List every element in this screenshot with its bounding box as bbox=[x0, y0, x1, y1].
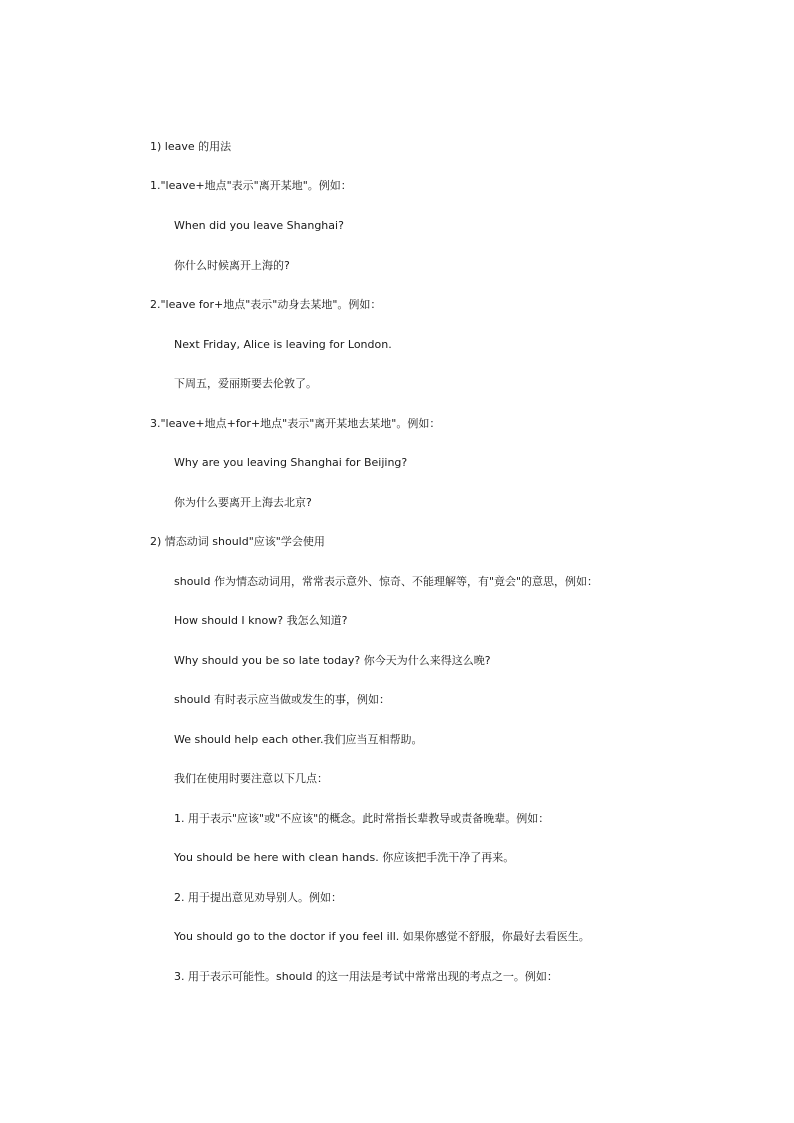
example-chinese: 你什么时候离开上海的? bbox=[174, 259, 290, 272]
rule-1-leave-place: 1."leave+地点"表示"离开某地"。例如： bbox=[150, 179, 352, 192]
example-sentence: You should be here with clean hands. 你应该把手洗干净了再来。 bbox=[174, 851, 515, 864]
example-sentence: You should go to the doctor if you feel ill. 如果你感觉不舒服，你最好去看医生。 bbox=[174, 930, 590, 943]
example-chinese: 下周五，爱丽斯要去伦敦了。 bbox=[174, 377, 317, 390]
rule-2-leave-for-place: 2."leave for+地点"表示"动身去某地"。例如： bbox=[150, 298, 382, 311]
note-point-1: 1. 用于表示"应该"或"不应该"的概念。此时常指长辈教导或责备晚辈。例如： bbox=[174, 812, 550, 825]
section-heading-leave: 1) leave 的用法 bbox=[150, 140, 232, 153]
example-sentence: We should help each other.我们应当互相帮助。 bbox=[174, 733, 423, 746]
example-english: Why are you leaving Shanghai for Beijing? bbox=[174, 456, 408, 469]
rule-3-leave-place-for-place: 3."leave+地点+for+地点"表示"离开某地去某地"。例如： bbox=[150, 417, 441, 430]
note-point-2: 2. 用于提出意见劝导别人。例如： bbox=[174, 891, 342, 904]
paragraph-notes-intro: 我们在使用时要注意以下几点： bbox=[174, 772, 328, 785]
example-sentence: Why should you be so late today? 你今天为什么来得这么晚? bbox=[174, 654, 491, 667]
paragraph-should-usage: should 作为情态动词用，常常表示意外、惊奇、不能理解等，有"竟会"的意思，例如： bbox=[174, 575, 599, 588]
example-chinese: 你为什么要离开上海去北京? bbox=[174, 496, 312, 509]
note-point-3: 3. 用于表示可能性。should 的这一用法是考试中常常出现的考点之一。例如： bbox=[174, 970, 558, 983]
paragraph-should-usage: should 有时表示应当做或发生的事，例如： bbox=[174, 693, 390, 706]
example-english: When did you leave Shanghai? bbox=[174, 219, 344, 232]
example-sentence: How should I know? 我怎么知道? bbox=[174, 614, 348, 627]
section-heading-should: 2) 情态动词 should"应该"学会使用 bbox=[150, 535, 325, 548]
example-english: Next Friday, Alice is leaving for London. bbox=[174, 338, 392, 351]
